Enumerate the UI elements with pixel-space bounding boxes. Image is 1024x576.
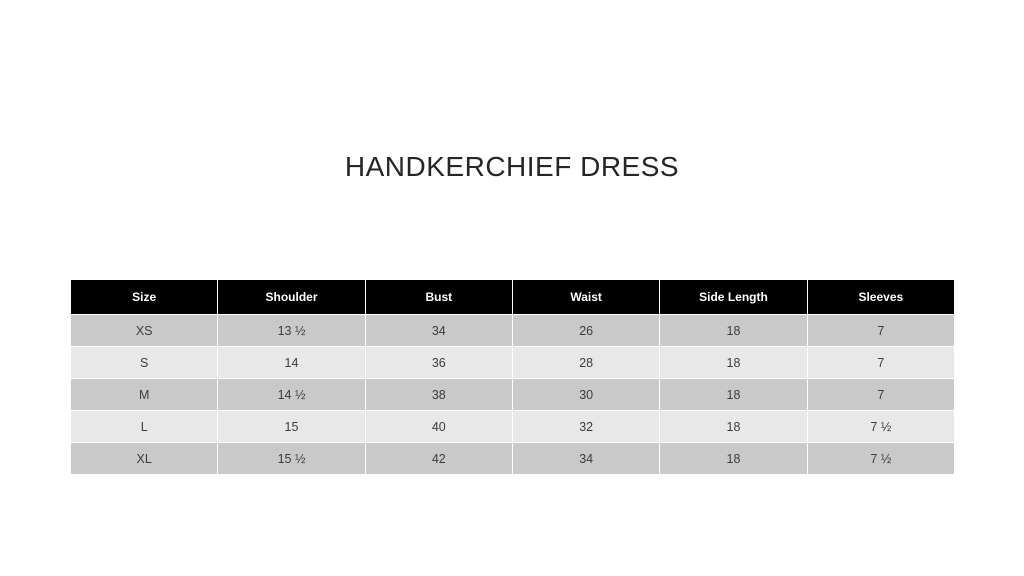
column-header-waist: Waist [512, 280, 659, 315]
cell-shoulder: 15 ½ [218, 443, 365, 475]
cell-size: XS [71, 315, 218, 347]
cell-waist: 30 [512, 379, 659, 411]
cell-bust: 40 [365, 411, 512, 443]
cell-shoulder: 15 [218, 411, 365, 443]
column-header-shoulder: Shoulder [218, 280, 365, 315]
cell-sleeves: 7 [807, 347, 954, 379]
cell-shoulder: 14 [218, 347, 365, 379]
cell-side-length: 18 [660, 443, 807, 475]
cell-side-length: 18 [660, 315, 807, 347]
cell-size: S [71, 347, 218, 379]
table-row-xl [71, 443, 955, 475]
table-row-s [71, 347, 955, 379]
table-header [71, 280, 955, 315]
cell-waist: 28 [512, 347, 659, 379]
cell-shoulder: 14 ½ [218, 379, 365, 411]
table-row-m [71, 379, 955, 411]
column-header-side-length: Side Length [660, 280, 807, 315]
cell-shoulder: 13 ½ [218, 315, 365, 347]
table-row-xs [71, 315, 955, 347]
cell-bust: 34 [365, 315, 512, 347]
cell-bust: 42 [365, 443, 512, 475]
cell-bust: 38 [365, 379, 512, 411]
column-header-bust: Bust [365, 280, 512, 315]
column-header-sleeves: Sleeves [807, 280, 954, 315]
cell-size: M [71, 379, 218, 411]
cell-sleeves: 7 [807, 379, 954, 411]
table-header-row [71, 280, 955, 315]
cell-waist: 32 [512, 411, 659, 443]
cell-sleeves: 7 ½ [807, 411, 954, 443]
table-body [71, 315, 955, 475]
cell-waist: 26 [512, 315, 659, 347]
cell-side-length: 18 [660, 411, 807, 443]
cell-side-length: 18 [660, 379, 807, 411]
page-title: HANDKERCHIEF DRESS [344, 151, 680, 182]
cell-sleeves: 7 ½ [807, 443, 954, 475]
size-chart-table [70, 279, 955, 475]
table-row-l [71, 411, 955, 443]
cell-size: XL [71, 443, 218, 475]
cell-waist: 34 [512, 443, 659, 475]
cell-size: L [71, 411, 218, 443]
cell-sleeves: 7 [807, 315, 954, 347]
column-header-size: Size [71, 280, 218, 315]
cell-side-length: 18 [660, 347, 807, 379]
cell-bust: 36 [365, 347, 512, 379]
